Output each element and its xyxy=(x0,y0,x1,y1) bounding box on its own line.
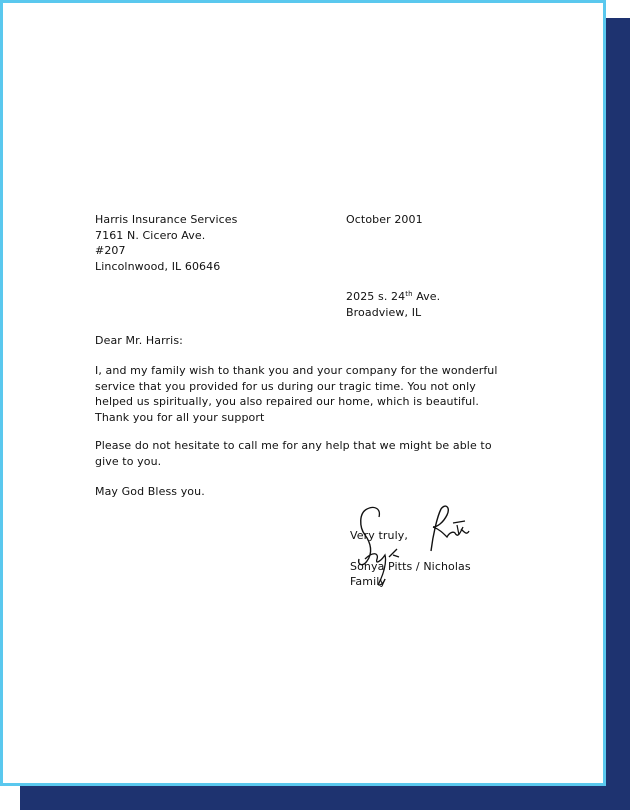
sender-city: Broadview, IL xyxy=(346,305,422,319)
recipient-city: Lincolnwood, IL 60646 xyxy=(95,259,221,273)
letter-date: October 2001 xyxy=(346,213,423,226)
recipient-suite: #207 xyxy=(95,244,126,257)
sender-address xyxy=(346,287,440,320)
salutation: Dear Mr. Harris: xyxy=(95,334,183,347)
body-paragraph-2: Please do not hesitate to call me for any help that we might be able to give to you. xyxy=(95,439,492,468)
handwritten-signature xyxy=(353,499,483,591)
sender-street: 2025 s. 24th Ave. xyxy=(346,290,441,303)
recipient-name: Harris Insurance Services xyxy=(95,213,238,226)
blessing-line: May God Bless you. xyxy=(95,485,205,498)
signer-line-2: Family xyxy=(350,575,386,588)
recipient-address xyxy=(95,212,238,274)
signer-line-1: Sonya Pitts / Nicholas xyxy=(350,560,471,573)
recipient-street: 7161 N. Cicero Ave. xyxy=(95,228,206,242)
body-paragraph-1: I, and my family wish to thank you and your company for the wonderful service that you provided for us during our tragic time. You not only helped us spiritually, you also repaired our home, which is beautiful. Thank you for all your support xyxy=(95,364,498,424)
closing-line: Very truly, xyxy=(350,529,408,542)
